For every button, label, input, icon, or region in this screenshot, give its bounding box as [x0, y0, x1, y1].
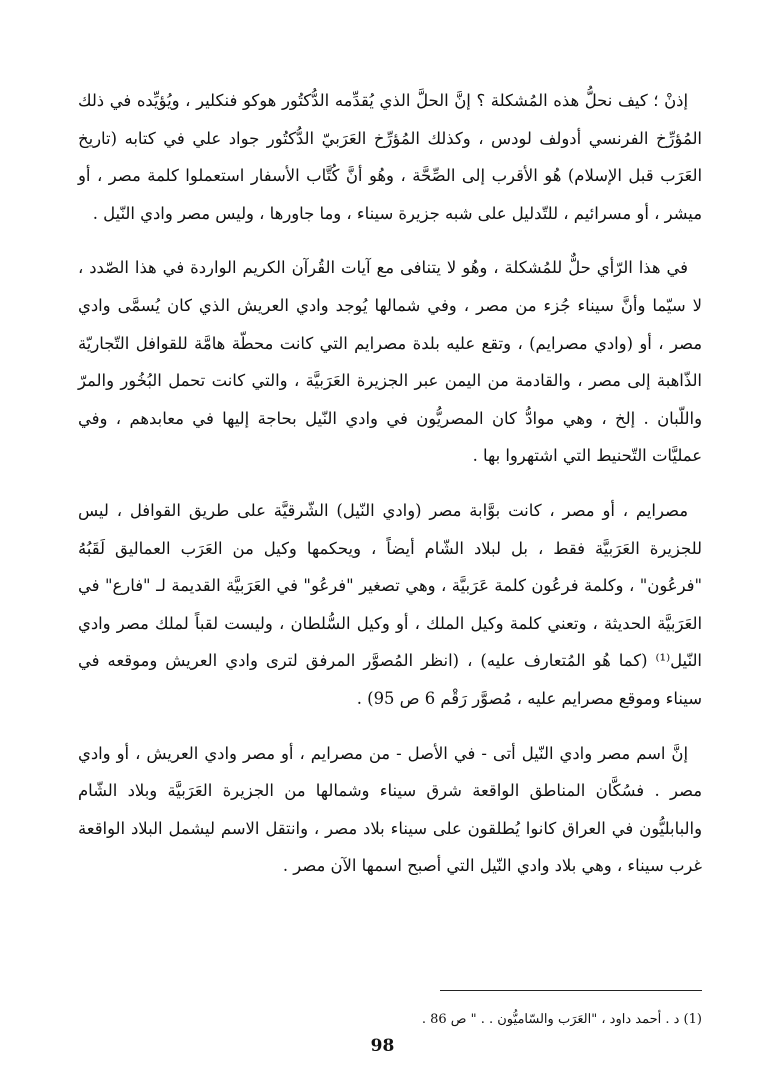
footnote-divider [440, 990, 702, 991]
main-text [78, 82, 702, 902]
paragraph-4: إنَّ اسم مصر وادي النّيل أتى - في الأصل - من مصرايم ، أو مصر وادي العريش ، أو وادي مصر . فسُكَّان المناطق الواقعة شرق سيناء وشمالها من الجزيرة العَرَبيَّة وبلاد الشّام والبابليُّون في العراق كانوا يُطلقون على سيناء بلاد مصر ، وانتقل الاسم ليشمل البلاد الواقعة غرب سيناء ، وهي بلاد وادي النّيل التي أصبح اسمها الآن مصر . [78, 743, 702, 876]
paragraph-1: إذنْ ؛ كيف نحلُّ هذه المُشكلة ؟ إنَّ الحلَّ الذي يُقدِّمه الدُّكتُور هوكو فنكلير ، ويُؤيِّده في ذلك المُؤرِّخ الفرنسي أدولف لودس ، وكذلك المُؤرِّخ العَرَبيّ الدُّكتُور جواد علي في كتابه (تاريخ العَرَب قبل الإسلام) هُو الأقرب إلى الصِّحَّة ، وهُو أنَّ كُتَّاب الأسفار استعملوا كلمة مصر ، أو ميشر ، أو مسرائيم ، للتّدليل على شبه جزيرة سيناء ، وما جاورها ، وليس مصر وادي النّيل . [78, 91, 702, 223]
footnote: (1) د . أحمد داود ، "العَرَب والسّاميُّون . . " ص 86 . [421, 1012, 702, 1027]
page-number: 98 [370, 1036, 395, 1056]
paragraph-2: في هذا الرّأي حلٌّ للمُشكلة ، وهُو لا يتنافى مع آيات القُرآن الكريم الواردة في هذا الصّدد ، لا سيّما وأنَّ سيناء جُزء من مصر ، وفي شمالها يُوجد وادي العريش الذي كان يُسمَّى وادي مصر ، أو (وادي مصرايم) ، وتقع عليه بلدة مصرايم التي كانت محطّة هامَّة للقوافل التّجاريّة الذّاهبة إلى مصر ، والقادمة من اليمن عبر الجزيرة العَرَبيَّة ، والتي كانت تحمل البُخُور والمرّ واللّبان . إلخ ، وهي موادُّ كان المصريُّون في وادي النّيل بحاجة إليها في معابدهم ، وفي عمليَّات التّحنيط التي اشتهروا بها . [78, 258, 703, 466]
paragraph-3: مصرايم ، أو مصر ، كانت بوَّابة مصر (وادي النّيل) الشّرقيَّة على طريق القوافل ، ليس للجزيرة العَرَبيَّة فقط ، بل لبلاد الشّام أيضاً ، ويحكمها وكيل من العَرَب العماليق لَقَبُهُ "فرعُون" ، وكلمة فرعُون كلمة عَرَبيَّة ، وهي تصغير "فرعُو" في العَرَبيَّة القديمة لـ "فارع" في العَرَبيَّة الحديثة ، وتعني كلمة وكيل الملك ، أو وكيل السُّلطان ، وليست لقباً لملك مصر وادي النّيل⁽¹⁾ (كما هُو المُتعارف عليه) ، (انظر المُصوَّر المرفق لترى وادي العريش وموقعه في سيناء وموقع مصرايم عليه ، مُصوَّر رَقْم 6 ص 95) . [78, 500, 702, 708]
